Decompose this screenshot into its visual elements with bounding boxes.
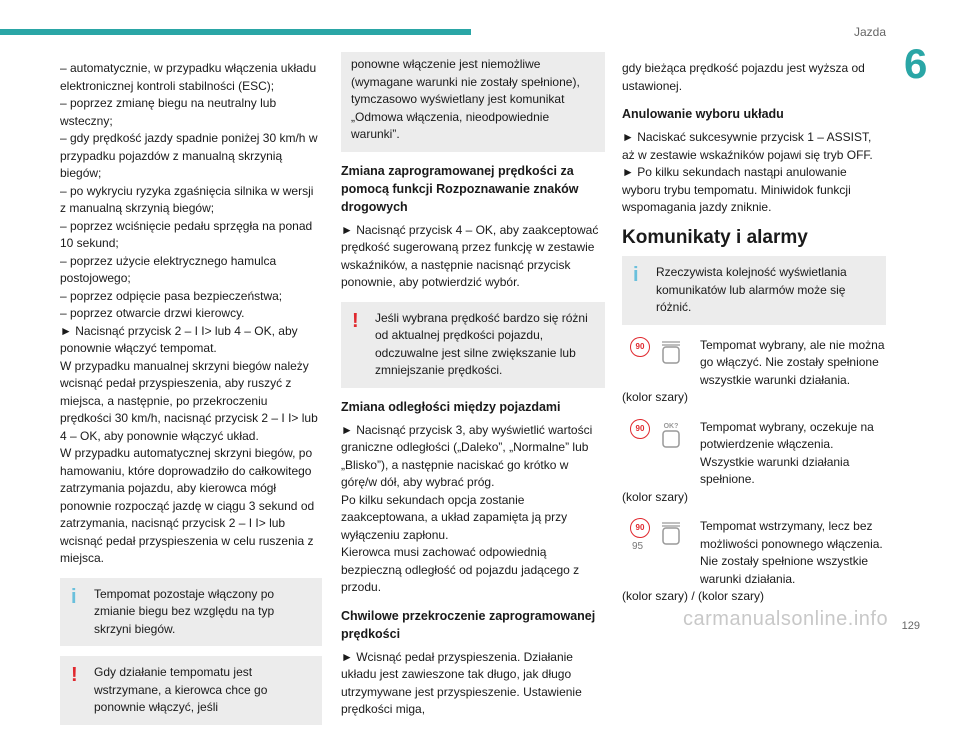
color-note: (kolor szary)	[622, 489, 689, 504]
speed-limit-icon: 90	[630, 518, 650, 538]
bullet-line: – poprzez wciśnięcie pedału sprzęgła na ponad 10 sekund;	[60, 218, 313, 250]
message-text: Tempomat wybrany, oczekuje na potwierdzenie włączenia. Wszystkie warunki działania spełnione.	[700, 419, 874, 486]
heading-override: Chwilowe przekroczenie zaprogramowanej prędkości	[341, 608, 596, 641]
info-text: Tempomat pozostaje włączony po zmianie biegu bez względu na typ skrzyni biegów.	[94, 586, 275, 636]
car-label: OK?	[663, 422, 679, 430]
message-icons	[622, 337, 692, 387]
color-note: (kolor szary)	[622, 390, 689, 404]
info-icon: i	[633, 264, 639, 286]
message-icons	[622, 419, 692, 469]
paragraph: ► Nacisnąć przycisk 3, aby wyświetlić wartości graniczne odległości („Daleko”, „Normalne” lub „Blisko”), a następnie naciskać go krótko w górę/w dół, aby wybrać próg.	[341, 422, 593, 489]
heading-distance: Zmiana odległości między pojazdami	[341, 399, 561, 414]
continued-warning-box	[341, 52, 605, 152]
warning-icon: !	[352, 309, 359, 332]
paragraph: Po kilku sekundach opcja zostanie zaakceptowana, a układ zapamięta ją przy wyłączeniu zapłonu.	[341, 492, 568, 542]
info-box	[60, 578, 322, 647]
paragraph: ► Po kilku sekundach nastąpi anulowanie wyboru trybu tempomatu. Miniwidok funkcji wspomagania jazdy zniknie.	[622, 165, 851, 214]
message-item	[622, 337, 886, 390]
warning-text: Jeśli wybrana prędkość bardzo się różni od aktualnej prędkości pojazdu, odczuwalne jest silne zwiększanie lub zmniejszanie prędkości.	[375, 310, 588, 377]
page-number: 129	[901, 620, 920, 632]
instruction: ► Nacisnąć przycisk 2 – I I> lub 4 – OK, aby ponownie włączyć tempomat.	[60, 323, 298, 355]
car-icon	[660, 520, 682, 550]
car-icon	[660, 339, 682, 369]
chapter-number: 6	[904, 40, 928, 87]
bullet-line: – poprzez zmianę biegu na neutralny lub wsteczny;	[60, 96, 277, 128]
paragraph: ► Naciskać sukcesywnie przycisk 1 – ASSIST, aż w zestawie wskaźników pojawi się tryb OFF.	[622, 130, 873, 162]
bullet-line: – poprzez użycie elektrycznego hamulca postojowego;	[60, 253, 277, 285]
bullet-line: – po wykryciu ryzyka zgaśnięcia silnika w wersji z manualną skrzynią biegów;	[60, 183, 314, 215]
car-confirm-icon	[660, 421, 682, 451]
bullet-line: – poprzez otwarcie drzwi kierowcy.	[60, 306, 245, 320]
bullet-line: – gdy prędkość jazdy spadnie poniżej 30 km/h w przypadku pojazdów z manualną skrzynią biegów;	[60, 131, 318, 180]
warning-box	[60, 656, 322, 725]
paragraph: W przypadku manualnej skrzyni biegów należy wcisnąć pedał przyspieszenia, aby ruszyć z miejsca, a następnie, po przekroczeniu prędkości 30 km/h, nacisnąć przycisk 2 – I I> lub 4 – OK, aby ponownie włączyć układ.	[60, 358, 318, 443]
paragraph: W przypadku automatycznej skrzyni biegów, po hamowaniu, które doprowadziło do całkowitego zatrzymania pojazdu, aby kierowca mógł ponownie rozpocząć jazdę w ciągu 3 sekund od zatrzymania, nacisnąć przycisk 2 – I I> lub wcisnąć pedał przyspieszenia w celu ruszenia z miejsca.	[60, 446, 315, 565]
message-icons	[622, 518, 692, 568]
paragraph: ► Wcisnąć pedał przyspieszenia. Działanie układu jest zawieszone tak długo, jak długo utrzymywane jest przyspieszenie. Ustawienie prędkości miga,	[341, 649, 582, 716]
header-accent-bar	[0, 29, 471, 35]
column-1	[60, 60, 322, 735]
heading-speed-change: Zmiana zaprogramowanej prędkości za pomocą funkcji Rozpoznawanie znaków drogowych	[341, 163, 579, 214]
paragraph: gdy bieżąca prędkość pojazdu jest wyższa od ustawionej.	[622, 61, 865, 93]
warning-box	[341, 302, 605, 388]
bullet-line: – automatycznie, w przypadku włączenia układu elektronicznej kontroli stabilności (ESC);	[60, 61, 317, 93]
info-icon: i	[71, 585, 77, 608]
color-note: (kolor szary) / (kolor szary)	[622, 589, 765, 603]
paragraph: ► Nacisnąć przycisk 4 – OK, aby zaakceptować prędkość sugerowaną przez funkcję w zestawie wskaźników, a następnie nacisnąć przycisk ponownie, aby potwierdzić wybór.	[341, 222, 599, 289]
speed-limit-icon: 90	[630, 419, 650, 439]
message-text: Tempomat wstrzymany, lecz bez możliwości ponownego włączenia. Nie zostały spełnione wszystkie warunki działania.	[700, 519, 883, 586]
set-speed-value: 95	[632, 541, 644, 552]
warning-icon: !	[71, 664, 78, 686]
column-3	[622, 60, 886, 606]
heading-messages: Komunikaty i alarmy	[622, 226, 808, 248]
info-box	[622, 256, 886, 325]
column-2	[341, 57, 605, 719]
message-text: Tempomat wybrany, ale nie można go włączyć. Nie zostały spełnione wszystkie warunki działania.	[700, 337, 885, 387]
warning-text: Gdy działanie tempomatu jest wstrzymane, a kierowca chce go ponownie włączyć, jeśli	[94, 665, 268, 714]
info-text: Rzeczywista kolejność wyświetlania komunikatów lub alarmów może się różnić.	[656, 265, 847, 314]
paragraph: Kierowca musi zachować odpowiednią bezpieczną odległość od pojazdu jadącego z przodu.	[341, 545, 580, 594]
bullet-line: – poprzez odpięcie pasa bezpieczeństwa;	[60, 288, 283, 303]
message-item	[622, 419, 886, 489]
message-item	[622, 518, 886, 588]
section-title: Jazda	[853, 25, 886, 39]
heading-cancel: Anulowanie wyboru układu	[622, 107, 784, 121]
speed-limit-icon: 90	[630, 337, 650, 357]
watermark: carmanualsonline.info	[683, 608, 889, 630]
warning-text: ponowne włączenie jest niemożliwe (wymagane warunki nie zostały spełnione), tymczasowo wyświetlany jest komunikat „Odmowa włączenia, nieodpowiednie warunki”.	[351, 57, 580, 141]
